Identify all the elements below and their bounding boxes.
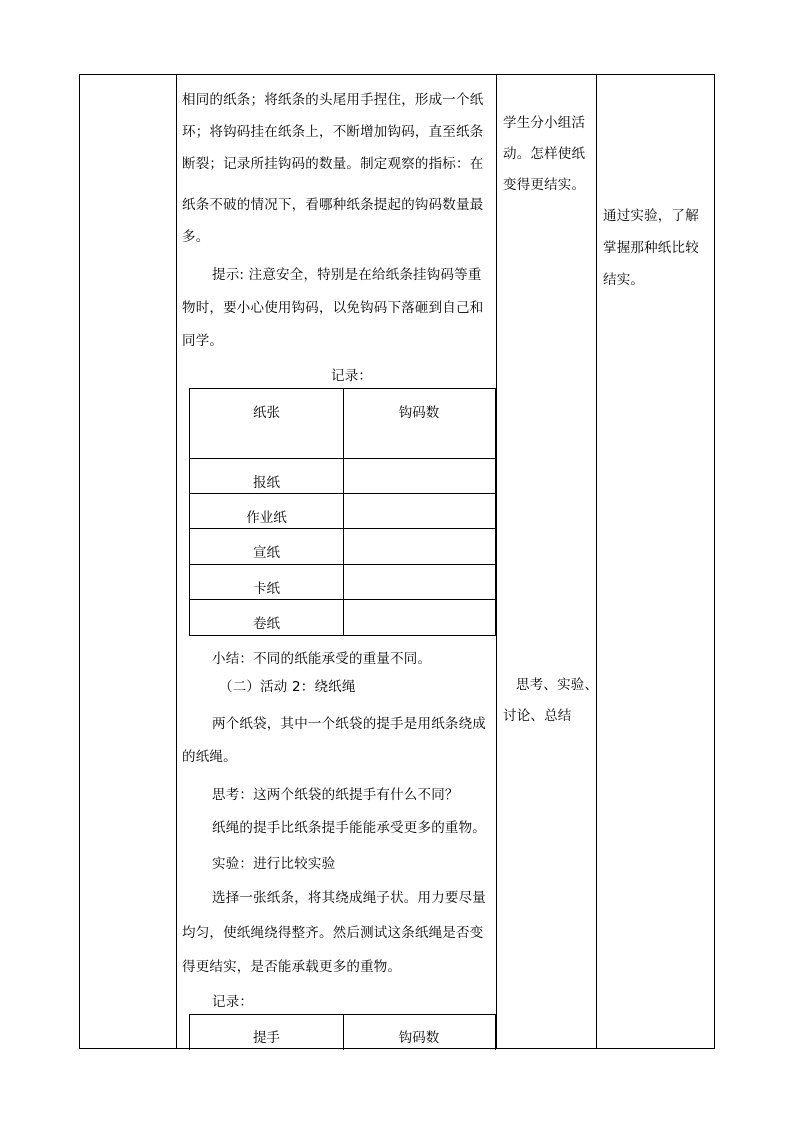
paragraph-line: 的纸绳。	[182, 749, 237, 765]
student-activity-line: 学生分小组活	[503, 115, 586, 131]
table-header-paper: 纸张	[253, 405, 280, 421]
activity-title: （二）活动 2：绕纸绳	[219, 679, 356, 695]
paragraph-line: 环；将钩码挂在纸条上，不断增加钩码，直至纸条	[182, 124, 484, 140]
paragraph-line: 提示: 注意安全，特别是在给纸条挂钩码等重	[212, 267, 482, 283]
column-divider-1	[176, 75, 177, 1048]
paragraph-line: 同学。	[182, 333, 224, 349]
record-table-paper	[189, 388, 496, 636]
student-activity-line: 变得更结实。	[503, 177, 586, 193]
table-row: 宣纸	[253, 545, 280, 561]
paragraph-line: 物时，要小心使用钩码，以免钩码下落砸到自己和	[182, 300, 484, 316]
paragraph-line: 得更结实，是否能承载更多的重物。	[182, 959, 402, 975]
paragraph-line: 相同的纸条；将纸条的头尾用手捏住，形成一个纸	[182, 92, 484, 108]
table-row: 报纸	[253, 475, 280, 491]
paragraph-line: 两个纸袋，其中一个纸袋的提手是用纸条绕成	[212, 716, 486, 732]
paragraph-line: 断裂；记录所挂钩码的数量。制定观察的指标：在	[182, 156, 484, 172]
student-activity-line: 思考、实验、	[516, 677, 599, 693]
table-header-weights: 钩码数	[398, 405, 440, 421]
paragraph-line: 实验：进行比较实验	[212, 856, 336, 872]
column-divider-3	[596, 75, 597, 1048]
student-activity-line: 讨论、总结	[503, 708, 572, 724]
student-activity-line: 动。怎样使纸	[503, 146, 586, 162]
table-header-handle: 提手	[253, 1030, 280, 1046]
table-header-weights: 钩码数	[398, 1030, 440, 1046]
column-divider-2	[496, 75, 497, 1048]
record-table-handle	[189, 1014, 496, 1050]
design-intent-line: 结实。	[603, 272, 645, 288]
design-intent-line: 通过实验，了解	[603, 208, 699, 224]
paragraph-line: 多。	[182, 229, 210, 245]
paragraph-line: 选择一张纸条，将其绕成绳子状。用力要尽量	[212, 890, 486, 906]
record-label: 记录：	[331, 368, 373, 384]
paragraph-line: 均匀，使纸绳绕得整齐。然后测试这条纸绳是否变	[182, 925, 484, 941]
paragraph-line: 纸绳的提手比纸条提手能能承受更多的重物。	[212, 820, 486, 836]
table-row: 卷纸	[253, 616, 280, 632]
design-intent-line: 掌握那种纸比较	[603, 240, 699, 256]
record-label: 记录：	[212, 994, 254, 1010]
summary-text: 小结：不同的纸能承受的重量不同。	[212, 651, 432, 667]
table-row: 作业纸	[246, 510, 287, 526]
paragraph-line: 思考：这两个纸袋的纸提手有什么不同？	[212, 787, 459, 803]
paragraph-line: 纸条不破的情况下，看哪种纸条提起的钩码数量最	[182, 197, 484, 213]
table-row: 卡纸	[253, 581, 280, 597]
